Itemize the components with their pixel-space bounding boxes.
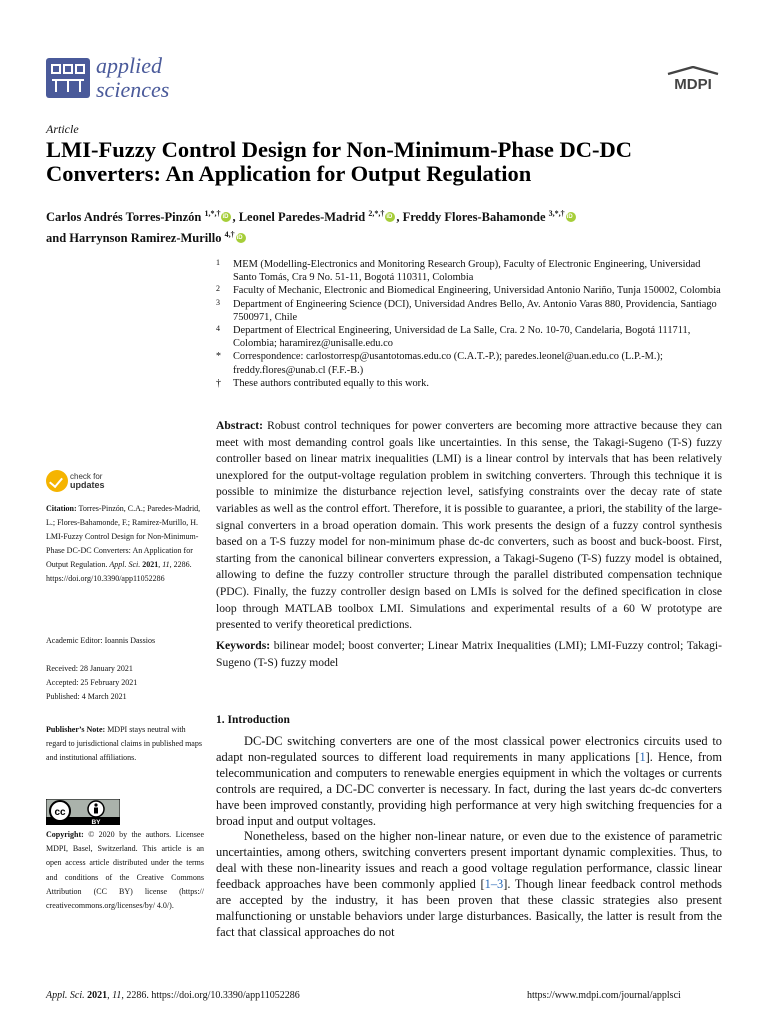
author-marks: 3,*,† bbox=[548, 209, 565, 218]
author-joiner: and bbox=[46, 231, 67, 246]
correspondence bbox=[216, 350, 726, 376]
paragraph-text: Nonetheless, based on the higher non-linear nature, or even due to the existence of parametric uncertainties, among others, switching converters present important dynamic complexities. Thus, to deal with these non-linearity issues and reach a good voltage regulation performance, classic linear feedback approaches have been commonly applied [ bbox=[216, 829, 722, 892]
citation-journal: Appl. Sci. bbox=[109, 560, 141, 569]
affiliation-text: Correspondence: carlostorresp@usantotomas.edu.co (C.A.T.-P.); paredes.leonel@uan.edu.co (L.P.-M.); freddy.flores@unab.cl (F.F.-B.) bbox=[233, 351, 663, 376]
citation-label: Citation: bbox=[46, 504, 77, 513]
received-date: Received: 28 January 2021 bbox=[46, 664, 133, 673]
author-marks: 1,*,† bbox=[204, 209, 221, 218]
paragraph bbox=[216, 734, 722, 829]
affiliation-list bbox=[216, 258, 726, 390]
orcid-icon[interactable] bbox=[221, 212, 231, 222]
footer-doi[interactable]: , 2286. https://doi.org/10.3390/app11052286 bbox=[121, 990, 300, 1001]
cc-by-license-icon[interactable] bbox=[46, 799, 120, 825]
author-marks: 4,† bbox=[224, 230, 235, 240]
citation-link[interactable]: 1 bbox=[639, 749, 646, 764]
paragraph-text: ]. Though linear feedback control methods are accepted by the industry, it has been proven that these classic strategies also present malfunctioning or unstable behaviors under large disturbances. Basically, the latter is result from the fact that classical approaches do not bbox=[216, 877, 722, 939]
affiliation-text: Department of Engineering Science (DCI), Universidad Andres Bello, Av. Antonio Varas 880, Providencia, Santiago 7500971, Chile bbox=[233, 298, 717, 323]
author-list: Carlos Andrés Torres-Pinzón $^{1,*,\dagger}$iD , Leonel Paredes-Madrid $^{2,*,\dagger}$iD , Freddy Flores-Bahamonde $^{3,*,\dagger}$iD and Harrynson Ramirez-Murillo $^{4,\dagger}$iD bbox=[46, 205, 746, 247]
orcid-icon[interactable] bbox=[236, 233, 246, 243]
orcid-icon[interactable] bbox=[566, 212, 576, 222]
paragraph-text: ]. Hence, from telecommunication and computers to renewable energies equipment in which the voltages or currents controls are required, a DC-DC converter is necessary. In fact, during the last years dc-dc converters have been improved constantly, providing high performance at very high switching frequencies for a broad input and output voltages. bbox=[216, 749, 722, 828]
footer-journal: Appl. Sci. bbox=[46, 990, 85, 1001]
affiliation bbox=[216, 324, 726, 350]
publication-dates bbox=[46, 662, 204, 704]
affiliation bbox=[216, 298, 726, 324]
published-date: Published: 4 March 2021 bbox=[46, 692, 127, 701]
author-marks: 2,*,† bbox=[368, 209, 385, 218]
publisher-note-text: MDPI stays neutral with regard to jurisdictional claims in published maps and institutional affiliations. bbox=[46, 725, 202, 762]
citation-link[interactable]: 1–3 bbox=[484, 877, 504, 892]
affiliation-mark: 3 bbox=[216, 297, 220, 307]
cc-label: BY bbox=[91, 819, 101, 825]
author-name[interactable]: Freddy Flores-Bahamonde bbox=[402, 210, 546, 225]
footer-citation: Appl. Sci. 2021, 11, 2286. https://doi.org/10.3390/app11052286 bbox=[46, 990, 300, 1001]
publisher-note-label: Publisher’s Note: bbox=[46, 725, 106, 734]
check-updates-line1: check for bbox=[70, 472, 103, 481]
check-updates-line2: updates bbox=[70, 480, 105, 490]
copyright-label: Copyright: bbox=[46, 830, 84, 839]
introduction-body bbox=[216, 734, 722, 941]
footer-volume: 11 bbox=[112, 990, 122, 1001]
abstract-label: Abstract: bbox=[216, 419, 264, 432]
equal-contribution-note bbox=[216, 377, 726, 390]
academic-editor: Academic Editor: Ioannis Dassios bbox=[46, 636, 156, 645]
author-name[interactable]: Carlos Andrés Torres-Pinzón bbox=[46, 210, 202, 225]
publisher-name: MDPI bbox=[674, 76, 712, 92]
journal-name-line1: applied bbox=[96, 53, 162, 78]
mdpi-logo-icon bbox=[664, 66, 722, 92]
affiliation-text: These authors contributed equally to this work. bbox=[233, 377, 429, 389]
affiliation-mark: 4 bbox=[216, 324, 220, 334]
citation-block: Citation: Torres-Pinzón, C.A.; Paredes-Madrid, L.; Flores-Bahamonde, F.; Ramirez-Murillo, H. LMI-Fuzzy Control Design for Non-Minimum-Phase DC-DC Converters: An Application for Output Regulation. Appl. Sci. 2021, 11, 2286. https://doi.org/10.3390/app11052286 bbox=[46, 504, 201, 583]
check-updates-label bbox=[70, 473, 105, 490]
affiliation bbox=[216, 284, 726, 297]
affiliation bbox=[216, 258, 726, 284]
paragraph-text: DC-DC switching converters are one of the most classical power electronics circuits used to adapt non-regulated sources to different load requirements in many applications [ bbox=[216, 734, 722, 764]
publisher-note bbox=[46, 723, 204, 765]
author-name[interactable]: Leonel Paredes-Madrid bbox=[238, 210, 366, 225]
journal-logo-icon bbox=[46, 58, 90, 98]
accepted-date: Accepted: 25 February 2021 bbox=[46, 678, 138, 687]
journal-name bbox=[96, 54, 256, 102]
abstract bbox=[216, 418, 722, 634]
check-for-updates-button[interactable] bbox=[46, 470, 166, 496]
paper-title: LMI-Fuzzy Control Design for Non-Minimum-Phase DC-DC Converters: An Application for Output Regulation bbox=[46, 137, 632, 186]
affiliation-mark: † bbox=[216, 377, 221, 389]
paragraph bbox=[216, 829, 722, 940]
footer-year: 2021 bbox=[87, 990, 108, 1001]
footer-journal-url[interactable]: https://www.mdpi.com/journal/applsci bbox=[527, 990, 681, 1001]
journal-name-line2: sciences bbox=[96, 77, 170, 102]
citation-volume: 11 bbox=[162, 560, 170, 569]
abstract-text: Robust control techniques for power converters are becoming more attractive because they can meet with most demanding control goals like uncertainties. In this sense, the Takagi-Sugeno (T-S) fuzzy controller based on linear matrix inequalities (LMI) is a linear control by intervals that has been relatively unexplored for the output-voltage regulation problem in switching converters. Through this technique it is possible to minimize the disturbance rejection level, satisfying constraints over the decay rate of state variables as well as the control effort. Therefore, it is possible to guarantee, a priori, the stability of the large-signal converters in a broad operation domain. This work presents the design of a fuzzy control synthesis based on a T-S fuzzy model for non-minimum phase dc-dc converters, such as boost and buck-boost. First, starting from the canonical bilinear converters expression, a Takagi-Sugeno (T-S) fuzzy model is obtained, allowing to define the fuzzy controller structure through the parallel distributed compensation technique (PDC). Finally, the fuzzy controller design based on LMIs is solved for the defined specification in close loop through MATLAB toolbox LMI. Simulations and experimental results of a 60 W prototype are presented to verify theoretical predictions. bbox=[216, 419, 722, 632]
citation-doi[interactable]: , 2286. https://doi.org/10.3390/app11052286 bbox=[46, 560, 192, 583]
copyright-block bbox=[46, 828, 204, 913]
affiliation-mark: * bbox=[216, 351, 221, 363]
author-name[interactable]: Harrynson Ramirez-Murillo bbox=[69, 231, 222, 246]
copyright-text: © 2020 by the authors. Licensee MDPI, Basel, Switzerland. This article is an open access article distributed under the terms and conditions of the Creative Commons Attribution (CC BY) license (https:// creativecommons.org/licenses/by/ 4.0/). bbox=[46, 830, 205, 911]
keywords-text: bilinear model; boost converter; Linear Matrix Inequalities (LMI); LMI-Fuzzy control; Takagi-Sugeno (T-S) fuzzy model bbox=[216, 639, 722, 669]
keywords-label: Keywords: bbox=[216, 639, 271, 652]
svg-text:cc: cc bbox=[54, 807, 66, 818]
orcid-icon[interactable] bbox=[385, 212, 395, 222]
affiliation-text: Faculty of Mechanic, Electronic and Biomedical Engineering, Universidad Antonio Nariño, Tunja 150002, Colombia bbox=[233, 285, 721, 297]
section-heading-introduction: 1. Introduction bbox=[216, 714, 290, 726]
article-type: Article bbox=[46, 122, 79, 136]
check-updates-icon bbox=[46, 470, 68, 492]
citation-year: 2021 bbox=[142, 560, 159, 569]
affiliation-mark: 1 bbox=[216, 258, 220, 267]
affiliation-text: MEM (Modelling-Electronics and Monitoring Research Group), Faculty of Electronic Engineering, Universidad Santo Tomás, Cra 9 No. 51-11, Bogotá 110311, Colombia bbox=[233, 259, 701, 284]
affiliation-mark: 2 bbox=[216, 284, 220, 294]
keywords bbox=[216, 638, 722, 671]
affiliation-text: Department of Electrical Engineering, Universidad de La Salle, Cra. 2 No. 10-70, Candelaria, Bogotá 111711, Colombia; haramirez@unisalle.edu.co bbox=[233, 325, 691, 350]
citation-text: Torres-Pinzón, C.A.; Paredes-Madrid, L.; Flores-Bahamonde, F.; Ramirez-Murillo, H. LMI-Fuzzy Control Design for Non-Minimum-Phase DC-DC Converters: An Application for Output Regulation. bbox=[46, 504, 201, 569]
